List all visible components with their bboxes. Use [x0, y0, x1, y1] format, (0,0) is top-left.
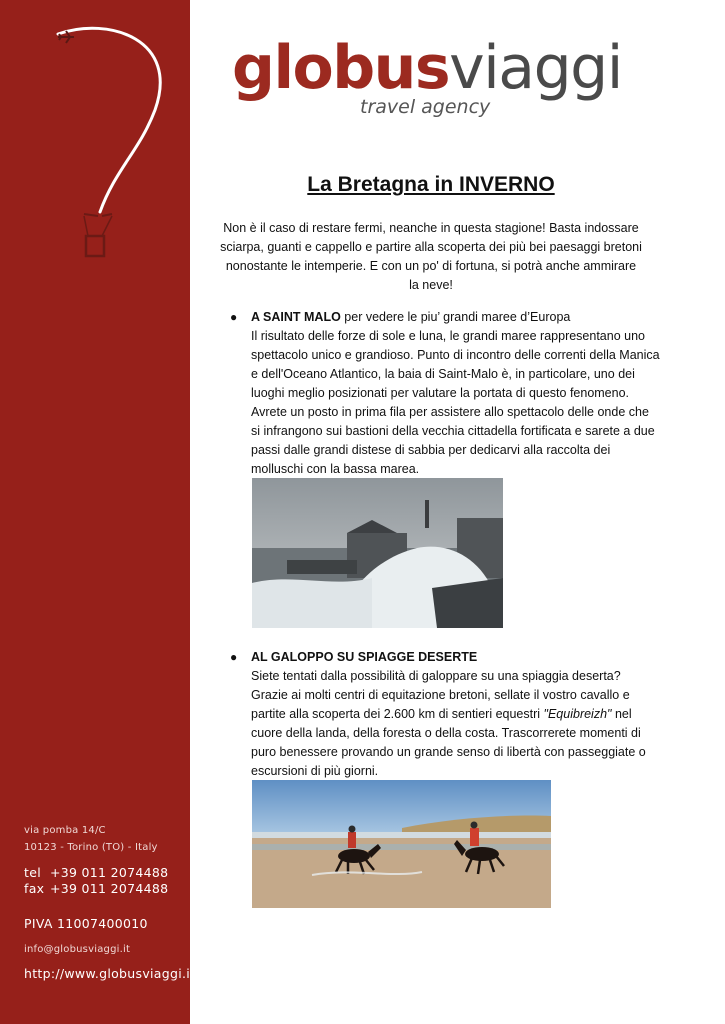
section-heading-rest: per vedere le piu’ grandi maree d’Europa	[340, 310, 571, 324]
section-body: Il risultato delle forze di sole e luna, le grandi maree rappresentano uno spettacolo unico e grandioso. Punto di incontro delle correnti della Manica e dell'Oceano Atlantico, la baia di Saint-Malo è, in particolare, uno dei luoghi meglio posizionati per valutare la portata di questo fenomeno. Avrete un posto in prima fila per assistere allo spettacolo delle onde che si infrangono sui bastioni della vecchia cittadella fortificata e sarete a due passi dalle grandi distese di sabbia per dedicarvi alla raccolta dei molluschi con la bassa marea.	[251, 329, 660, 476]
section-heading	[251, 308, 660, 327]
intro-paragraph: Non è il caso di restare fermi, neanche in questa stagione! Basta indossare sciarpa, guanti e cappello e partire alla scoperta dei più bei paesaggi bretoni nonostante le intemperie. E con un po' di fortuna, si potrà anche ammirare la neve!	[220, 221, 642, 292]
fax-row	[24, 881, 168, 896]
bullet-icon: ●	[230, 310, 238, 324]
fax-number: +39 011 2074488	[50, 881, 169, 896]
logo-word-viaggi: viaggi	[449, 33, 622, 103]
section-heading-bold: AL GALOPPO SU SPIAGGE DESERTE	[251, 650, 478, 664]
tel-row	[24, 865, 168, 880]
section-heading	[251, 648, 660, 667]
page-title: La Bretagna in INVERNO	[307, 173, 555, 196]
logo-tagline: travel agency	[360, 96, 491, 118]
section-body-italic: "Equibreizh"	[543, 707, 612, 721]
saint-malo-waves-photo	[252, 478, 503, 628]
tel-number: +39 011 2074488	[50, 865, 169, 880]
logo-word-globus: globus	[232, 33, 450, 103]
section-body-text-2: nel cuore della landa, della foresta o della costa. Trascorrerete momenti di puro benessere provando un grande senso di libertà con passeggiate o escursioni di più giorni.	[251, 707, 646, 778]
beach-horses-photo	[252, 780, 551, 908]
tel-label: tel	[24, 865, 41, 880]
section-horse-riding	[230, 648, 660, 781]
logo	[232, 33, 622, 118]
hot-air-balloon-question-mark-icon	[40, 20, 180, 260]
email-link[interactable]: info@globusviaggi.it	[24, 944, 131, 955]
logo-wordmark	[232, 33, 622, 103]
section-body	[251, 667, 660, 781]
address-line-1: via pomba 14/C	[24, 825, 106, 836]
fax-label: fax	[24, 881, 45, 896]
sidebar	[0, 0, 196, 1024]
address-line-2: 10123 - Torino (TO) - Italy	[24, 842, 158, 853]
section-heading-bold: A SAINT MALO	[251, 310, 341, 324]
section-body-text-1: Siete tentati dalla possibilità di galoppare su una spiaggia deserta? Grazie ai molti centri di equitazione bretoni, sellate il vostro cavallo e partite alla scoperta dei 2.600 km di sentieri equestri	[251, 669, 630, 721]
website-link[interactable]: http://www.globusviaggi.it	[24, 966, 196, 981]
piva: PIVA 11007400010	[24, 916, 148, 931]
bullet-icon: ●	[230, 650, 238, 664]
section-saint-malo	[230, 308, 660, 479]
